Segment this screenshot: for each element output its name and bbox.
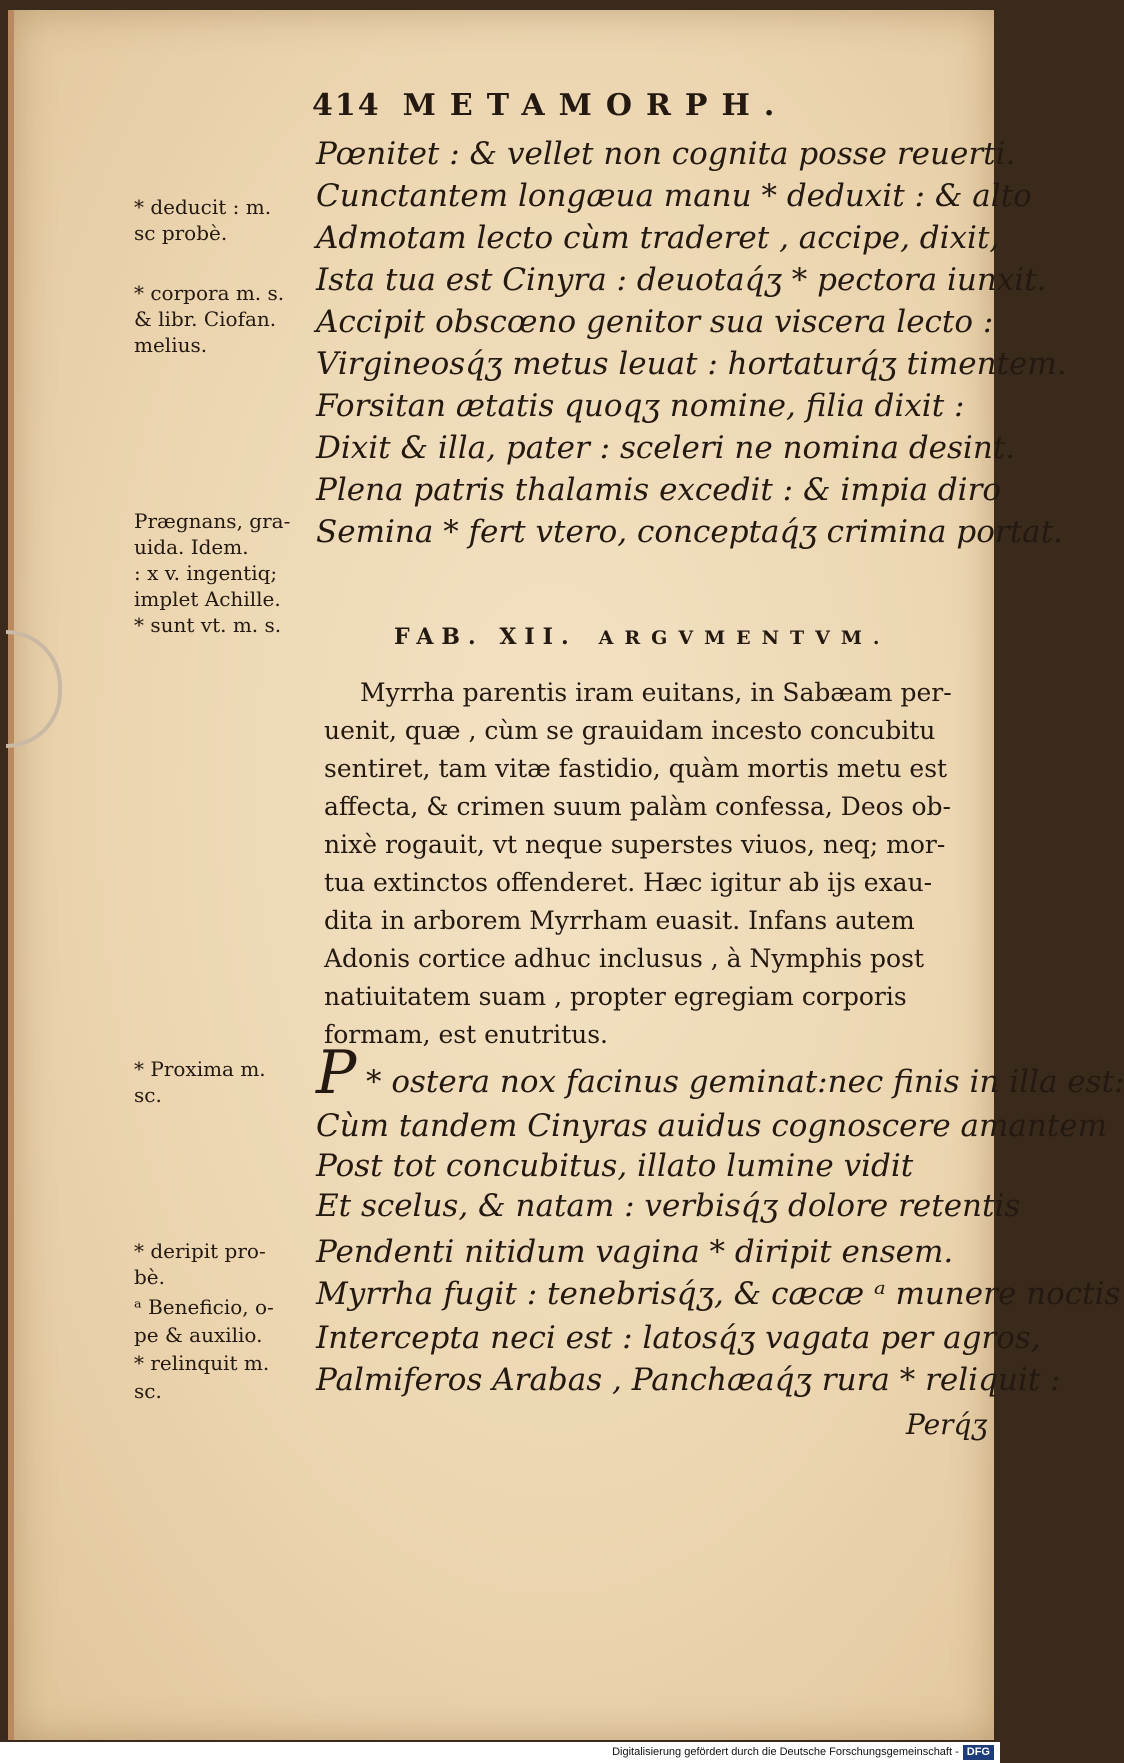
binding-ring	[6, 630, 62, 748]
margin-note: sc probè.	[134, 221, 228, 245]
argument-line: sentiret, tam vitæ fastidio, quàm mortis metu est	[324, 754, 948, 783]
footer-text: Digitalisierung gefördert durch die Deutsche Forschungsgemeinschaft -	[612, 1746, 959, 1758]
margin-note: & libr. Ciofan.	[134, 307, 277, 331]
margin-note: melius.	[134, 333, 208, 357]
verse-line: Myrrha fugit : tenebrisq́ʒ, & cæcæ ᵃ munere noctis	[316, 1276, 1121, 1312]
verse-line: Palmiferos Arabas , Panchæaq́ʒ rura * reliquit :	[316, 1362, 1061, 1398]
margin-note: Prægnans, gra-	[134, 509, 291, 533]
verse-line: Cunctantem longæua manu * deduxit : & alto	[316, 178, 1032, 214]
argument-line: dita in arborem Myrrham euasit. Infans autem	[324, 906, 915, 935]
dfg-logo: DFG	[963, 1745, 994, 1760]
margin-note: pe & auxilio.	[134, 1323, 263, 1347]
catchword: Perq́ʒ	[906, 1408, 988, 1441]
margin-note: bè.	[134, 1265, 165, 1289]
verse-line: Dixit & illa, pater : sceleri ne nomina desint.	[316, 430, 1016, 466]
argument-line: uenit, quæ , cùm se grauidam incesto concubitu	[324, 716, 936, 745]
verse-line: * ostera nox facinus geminat:nec finis in illa est:	[366, 1064, 1124, 1100]
verse-line: Pœnitet : & vellet non cognita posse reuerti.	[316, 136, 1016, 172]
margin-note: * corpora m. s.	[134, 281, 285, 305]
argument-line: Myrrha parentis iram euitans, in Sabæam per-	[360, 678, 952, 707]
argument-line: nixè rogauit, vt neque superstes viuos, neq; mor-	[324, 830, 946, 859]
verse-line: Plena patris thalamis excedit : & impia diro	[316, 472, 1002, 508]
fable-number: FAB. XII.	[394, 624, 577, 650]
margin-note: sc.	[134, 1083, 162, 1107]
verse-line: Virgineosq́ʒ metus leuat : hortaturq́ʒ timentem.	[316, 346, 1067, 382]
argument-line: Adonis cortice adhuc inclusus , à Nymphis post	[324, 944, 924, 973]
argument-line: natiuitatem suam , propter egregiam corporis	[324, 982, 907, 1011]
margin-note: implet Achille.	[134, 587, 281, 611]
verse-line: Accipit obscœno genitor sua viscera lecto :	[316, 304, 994, 340]
margin-note: * relinquit m.	[134, 1351, 270, 1375]
argument-line: formam, est enutritus.	[324, 1020, 608, 1049]
margin-note: : x v. ingentiq;	[134, 561, 278, 585]
margin-note: * deducit : m.	[134, 195, 272, 219]
margin-note: * sunt vt. m. s.	[134, 613, 282, 637]
margin-note: ᵃ Beneficio, o-	[134, 1295, 274, 1319]
book-page	[8, 10, 1124, 1740]
verse-line: Forsitan ætatis quoqʒ nomine, filia dixit :	[316, 388, 965, 424]
verse-line: Pendenti nitidum vagina * diripit ensem.	[316, 1234, 954, 1270]
funding-footer	[0, 1742, 1000, 1763]
page-header	[312, 88, 788, 123]
running-title: METAMORPH.	[402, 88, 789, 123]
verse-line: Post tot concubitus, illato lumine vidit	[316, 1148, 914, 1184]
margin-note: sc.	[134, 1379, 162, 1403]
argument-label: ARGVMENTVM.	[598, 627, 891, 649]
margin-note: * Proxima m.	[134, 1057, 266, 1081]
verse-line: Et scelus, & natam : verbisq́ʒ dolore retentis	[316, 1188, 1021, 1224]
drop-capital: P	[316, 1038, 357, 1108]
verse-line: Admotam lecto cùm traderet , accipe, dixit,	[316, 220, 1000, 256]
verse-line: Semina * fert vtero, conceptaq́ʒ crimina portat.	[316, 514, 1063, 550]
argument-line: tua extinctos offenderet. Hæc igitur ab ijs exau-	[324, 868, 933, 897]
margin-note: uida. Idem.	[134, 535, 249, 559]
argument-line: affecta, & crimen suum palàm confessa, Deos ob-	[324, 792, 951, 821]
verse-line: Cùm tandem Cinyras auidus cognoscere amantem	[316, 1108, 1108, 1144]
page-number: 414	[312, 88, 381, 123]
verse-line: Intercepta neci est : latosq́ʒ vagata per agros,	[316, 1320, 1041, 1356]
fable-heading	[394, 624, 891, 650]
margin-note: * deripit pro-	[134, 1239, 266, 1263]
verse-line: Ista tua est Cinyra : deuotaq́ʒ * pectora iunxit.	[316, 262, 1047, 298]
